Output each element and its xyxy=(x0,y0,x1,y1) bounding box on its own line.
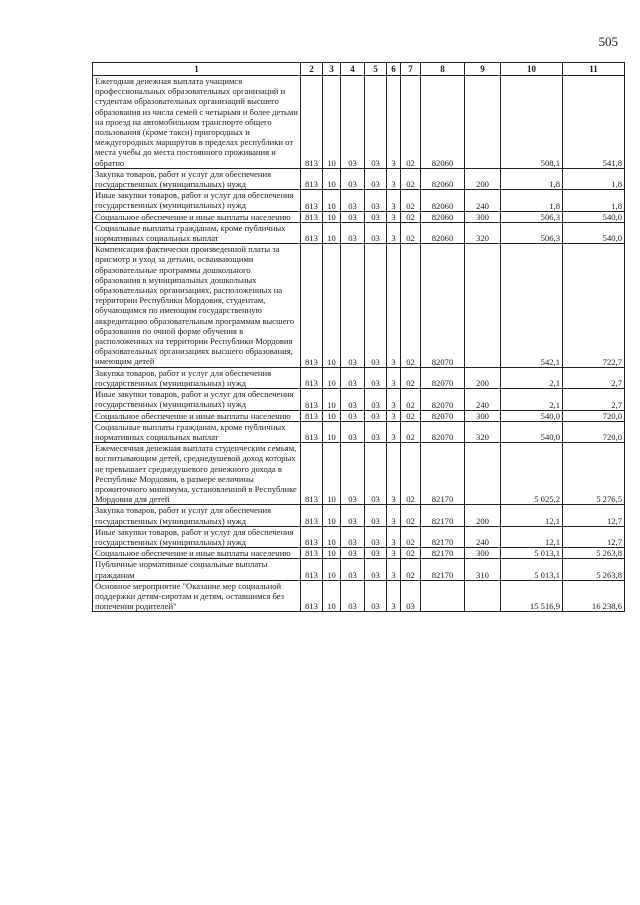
column-header: 11 xyxy=(563,63,625,76)
cell-program: 03 xyxy=(365,168,387,189)
cell-amount-year2: 720,0 xyxy=(563,421,625,442)
cell-direction: 82170 xyxy=(421,526,465,547)
cell-amount-year2: 2,7 xyxy=(563,367,625,388)
cell-amount-year2: 540,0 xyxy=(563,211,625,222)
cell-subsection: 03 xyxy=(341,190,365,211)
column-header: 4 xyxy=(341,63,365,76)
cell-program: 03 xyxy=(365,580,387,612)
cell-subsection: 03 xyxy=(341,168,365,189)
cell-amount-year2: 5 276,5 xyxy=(563,443,625,505)
cell-direction: 82070 xyxy=(421,367,465,388)
row-name: Закупка товаров, работ и услуг для обеспечения государственных (муниципальных) нужд xyxy=(93,168,301,189)
cell-amount-year1: 506,3 xyxy=(501,222,563,243)
table-row xyxy=(93,222,625,243)
cell-direction: 82070 xyxy=(421,421,465,442)
row-name: Социальное обеспечение и иные выплаты населению xyxy=(93,211,301,222)
cell-gr-code: 813 xyxy=(301,389,323,410)
cell-subsection: 03 xyxy=(341,244,365,367)
cell-gr-code: 813 xyxy=(301,190,323,211)
cell-measure: 02 xyxy=(401,222,421,243)
column-header: 7 xyxy=(401,63,421,76)
cell-subsection: 03 xyxy=(341,505,365,526)
cell-amount-year1: 5 025,2 xyxy=(501,443,563,505)
cell-amount-year2: 2,7 xyxy=(563,389,625,410)
cell-gr-code: 813 xyxy=(301,505,323,526)
cell-measure: 02 xyxy=(401,244,421,367)
cell-amount-year2: 722,7 xyxy=(563,244,625,367)
row-name: Социальные выплаты гражданам, кроме публичных нормативных социальных выплат xyxy=(93,421,301,442)
cell-program: 03 xyxy=(365,211,387,222)
table-row xyxy=(93,410,625,421)
row-name: Ежемесячная денежная выплата студенческим семьям, воспитывающим детей, среднедушевой доход которых не превышает среднедушевого денежного дохода в Республике Мордовия, в размере величины прожиточного минимума, установленной в Республике Мордовия для детей xyxy=(93,443,301,505)
cell-subprogram: 3 xyxy=(387,211,401,222)
cell-measure: 02 xyxy=(401,505,421,526)
cell-program: 03 xyxy=(365,526,387,547)
table-row xyxy=(93,443,625,505)
cell-subprogram: 3 xyxy=(387,76,401,169)
cell-direction: 82170 xyxy=(421,548,465,559)
table-header-row xyxy=(93,63,625,76)
cell-gr-code: 813 xyxy=(301,211,323,222)
cell-amount-year1: 542,1 xyxy=(501,244,563,367)
cell-expense-type: 240 xyxy=(465,190,501,211)
cell-expense-type: 300 xyxy=(465,211,501,222)
cell-subprogram: 3 xyxy=(387,505,401,526)
column-header: 1 xyxy=(93,63,301,76)
cell-expense-type xyxy=(465,244,501,367)
cell-subprogram: 3 xyxy=(387,526,401,547)
cell-program: 03 xyxy=(365,244,387,367)
table-row xyxy=(93,76,625,169)
table-row xyxy=(93,190,625,211)
table-row xyxy=(93,168,625,189)
cell-subsection: 03 xyxy=(341,580,365,612)
cell-expense-type xyxy=(465,76,501,169)
cell-subprogram: 3 xyxy=(387,410,401,421)
cell-amount-year2: 12,7 xyxy=(563,526,625,547)
cell-section: 10 xyxy=(323,76,341,169)
cell-expense-type: 300 xyxy=(465,548,501,559)
cell-program: 03 xyxy=(365,367,387,388)
cell-section: 10 xyxy=(323,526,341,547)
cell-amount-year1: 1,8 xyxy=(501,190,563,211)
row-name: Закупка товаров, работ и услуг для обеспечения государственных (муниципальных) нужд xyxy=(93,367,301,388)
cell-subprogram: 3 xyxy=(387,168,401,189)
cell-measure: 03 xyxy=(401,580,421,612)
cell-subprogram: 3 xyxy=(387,548,401,559)
row-name: Основное мероприятие "Оказание мер социальной поддержки детям-сиротам и детям, оставшимся без попечения родителей" xyxy=(93,580,301,612)
cell-expense-type: 320 xyxy=(465,421,501,442)
row-name: Закупка товаров, работ и услуг для обеспечения государственных (муниципальных) нужд xyxy=(93,505,301,526)
row-name: Социальные выплаты гражданам, кроме публичных нормативных социальных выплат xyxy=(93,222,301,243)
cell-gr-code: 813 xyxy=(301,421,323,442)
cell-program: 03 xyxy=(365,505,387,526)
cell-gr-code: 813 xyxy=(301,76,323,169)
row-name: Иные закупки товаров, работ и услуг для обеспечения государственных (муниципальных) нужд xyxy=(93,389,301,410)
cell-direction xyxy=(421,580,465,612)
cell-subsection: 03 xyxy=(341,410,365,421)
cell-measure: 02 xyxy=(401,421,421,442)
cell-amount-year1: 506,3 xyxy=(501,211,563,222)
cell-gr-code: 813 xyxy=(301,244,323,367)
cell-amount-year1: 5 013,1 xyxy=(501,548,563,559)
cell-gr-code: 813 xyxy=(301,559,323,580)
cell-amount-year2: 540,0 xyxy=(563,222,625,243)
cell-amount-year2: 5 263,8 xyxy=(563,559,625,580)
cell-expense-type: 310 xyxy=(465,559,501,580)
column-header: 9 xyxy=(465,63,501,76)
cell-measure: 02 xyxy=(401,548,421,559)
cell-amount-year2: 541,8 xyxy=(563,76,625,169)
table-row xyxy=(93,211,625,222)
table-row xyxy=(93,367,625,388)
table-row xyxy=(93,548,625,559)
cell-subsection: 03 xyxy=(341,211,365,222)
cell-direction: 82060 xyxy=(421,190,465,211)
cell-section: 10 xyxy=(323,389,341,410)
cell-amount-year2: 12,7 xyxy=(563,505,625,526)
cell-section: 10 xyxy=(323,168,341,189)
cell-expense-type xyxy=(465,580,501,612)
cell-direction: 82170 xyxy=(421,443,465,505)
cell-measure: 02 xyxy=(401,389,421,410)
cell-subsection: 03 xyxy=(341,367,365,388)
cell-amount-year1: 508,1 xyxy=(501,76,563,169)
cell-direction: 82060 xyxy=(421,76,465,169)
cell-subsection: 03 xyxy=(341,222,365,243)
cell-gr-code: 813 xyxy=(301,410,323,421)
cell-subsection: 03 xyxy=(341,548,365,559)
row-name: Ежегодная денежная выплата учащимся профессиональных образовательных организаций и студентам образовательных организаций высшего образования из числа семей с четырьмя и более детьми на проезд на автомобильном транспорте общего пользования (кроме такси) пригородных и междугородных маршрутов в пределах республики от места учебы до места постоянного проживания и обратно xyxy=(93,76,301,169)
cell-measure: 02 xyxy=(401,168,421,189)
table-row xyxy=(93,559,625,580)
cell-gr-code: 813 xyxy=(301,168,323,189)
cell-amount-year1: 15 516,9 xyxy=(501,580,563,612)
cell-subsection: 03 xyxy=(341,559,365,580)
cell-expense-type: 300 xyxy=(465,410,501,421)
cell-amount-year2: 16 238,6 xyxy=(563,580,625,612)
cell-section: 10 xyxy=(323,505,341,526)
cell-direction: 82170 xyxy=(421,559,465,580)
cell-measure: 02 xyxy=(401,76,421,169)
cell-subsection: 03 xyxy=(341,389,365,410)
budget-table xyxy=(92,62,625,612)
cell-program: 03 xyxy=(365,559,387,580)
cell-amount-year1: 540,0 xyxy=(501,410,563,421)
cell-gr-code: 813 xyxy=(301,222,323,243)
cell-section: 10 xyxy=(323,580,341,612)
cell-section: 10 xyxy=(323,410,341,421)
cell-section: 10 xyxy=(323,211,341,222)
cell-amount-year1: 2,1 xyxy=(501,389,563,410)
row-name: Иные закупки товаров, работ и услуг для обеспечения государственных (муниципальных) нужд xyxy=(93,526,301,547)
cell-subprogram: 3 xyxy=(387,244,401,367)
cell-section: 10 xyxy=(323,367,341,388)
cell-program: 03 xyxy=(365,389,387,410)
cell-gr-code: 813 xyxy=(301,526,323,547)
cell-gr-code: 813 xyxy=(301,580,323,612)
row-name: Публичные нормативные социальные выплаты гражданам xyxy=(93,559,301,580)
cell-program: 03 xyxy=(365,443,387,505)
cell-program: 03 xyxy=(365,410,387,421)
table-row xyxy=(93,505,625,526)
column-header: 8 xyxy=(421,63,465,76)
cell-program: 03 xyxy=(365,76,387,169)
cell-direction: 82170 xyxy=(421,505,465,526)
table-row xyxy=(93,244,625,367)
cell-subprogram: 3 xyxy=(387,580,401,612)
cell-section: 10 xyxy=(323,421,341,442)
cell-program: 03 xyxy=(365,421,387,442)
cell-amount-year1: 12,1 xyxy=(501,505,563,526)
cell-amount-year2: 1,8 xyxy=(563,168,625,189)
table-row xyxy=(93,389,625,410)
cell-expense-type: 200 xyxy=(465,505,501,526)
cell-section: 10 xyxy=(323,222,341,243)
cell-direction: 82070 xyxy=(421,244,465,367)
cell-measure: 02 xyxy=(401,211,421,222)
cell-subsection: 03 xyxy=(341,526,365,547)
row-name: Социальное обеспечение и иные выплаты населению xyxy=(93,548,301,559)
cell-gr-code: 813 xyxy=(301,443,323,505)
cell-subprogram: 3 xyxy=(387,443,401,505)
cell-expense-type: 240 xyxy=(465,389,501,410)
cell-measure: 02 xyxy=(401,443,421,505)
cell-subsection: 03 xyxy=(341,443,365,505)
cell-subprogram: 3 xyxy=(387,190,401,211)
cell-amount-year1: 5 013,1 xyxy=(501,559,563,580)
cell-amount-year1: 12,1 xyxy=(501,526,563,547)
cell-subsection: 03 xyxy=(341,421,365,442)
cell-amount-year1: 540,0 xyxy=(501,421,563,442)
cell-section: 10 xyxy=(323,443,341,505)
table-row xyxy=(93,421,625,442)
page-number: 505 xyxy=(598,34,618,49)
cell-expense-type: 200 xyxy=(465,168,501,189)
table-row xyxy=(93,526,625,547)
cell-gr-code: 813 xyxy=(301,548,323,559)
cell-expense-type: 320 xyxy=(465,222,501,243)
cell-gr-code: 813 xyxy=(301,367,323,388)
cell-subprogram: 3 xyxy=(387,222,401,243)
cell-amount-year2: 720,0 xyxy=(563,410,625,421)
cell-section: 10 xyxy=(323,548,341,559)
cell-subsection: 03 xyxy=(341,76,365,169)
cell-amount-year2: 5 263,8 xyxy=(563,548,625,559)
cell-measure: 02 xyxy=(401,410,421,421)
cell-program: 03 xyxy=(365,190,387,211)
column-header: 6 xyxy=(387,63,401,76)
cell-subprogram: 3 xyxy=(387,367,401,388)
cell-measure: 02 xyxy=(401,559,421,580)
cell-section: 10 xyxy=(323,559,341,580)
cell-section: 10 xyxy=(323,244,341,367)
cell-direction: 82070 xyxy=(421,410,465,421)
cell-subprogram: 3 xyxy=(387,559,401,580)
column-header: 10 xyxy=(501,63,563,76)
cell-subprogram: 3 xyxy=(387,421,401,442)
cell-subprogram: 3 xyxy=(387,389,401,410)
cell-direction: 82070 xyxy=(421,389,465,410)
cell-amount-year1: 2,1 xyxy=(501,367,563,388)
column-header: 5 xyxy=(365,63,387,76)
cell-program: 03 xyxy=(365,222,387,243)
row-name: Компенсация фактически произведенной платы за присмотр и уход за детьми, осваивающими образовательные программы дошкольного образования в муниципальных дошкольных образовательных организациях, расположенных на территории Республики Мордовия, студентам, обучающимся по имеющим государственную аккредитацию образовательным программам высшего образования по очной форме обучения в расположенных на территории Республики Мордовия образовательных организациях высшего образования, имеющим детей xyxy=(93,244,301,367)
cell-direction: 82060 xyxy=(421,168,465,189)
column-header: 2 xyxy=(301,63,323,76)
cell-expense-type: 200 xyxy=(465,367,501,388)
row-name: Иные закупки товаров, работ и услуг для обеспечения государственных (муниципальных) нужд xyxy=(93,190,301,211)
table-row xyxy=(93,580,625,612)
cell-section: 10 xyxy=(323,190,341,211)
cell-direction: 82060 xyxy=(421,211,465,222)
cell-amount-year2: 1,8 xyxy=(563,190,625,211)
cell-expense-type xyxy=(465,443,501,505)
row-name: Социальное обеспечение и иные выплаты населению xyxy=(93,410,301,421)
column-header: 3 xyxy=(323,63,341,76)
cell-expense-type: 240 xyxy=(465,526,501,547)
cell-measure: 02 xyxy=(401,367,421,388)
cell-measure: 02 xyxy=(401,190,421,211)
cell-amount-year1: 1,8 xyxy=(501,168,563,189)
cell-measure: 02 xyxy=(401,526,421,547)
cell-direction: 82060 xyxy=(421,222,465,243)
cell-program: 03 xyxy=(365,548,387,559)
